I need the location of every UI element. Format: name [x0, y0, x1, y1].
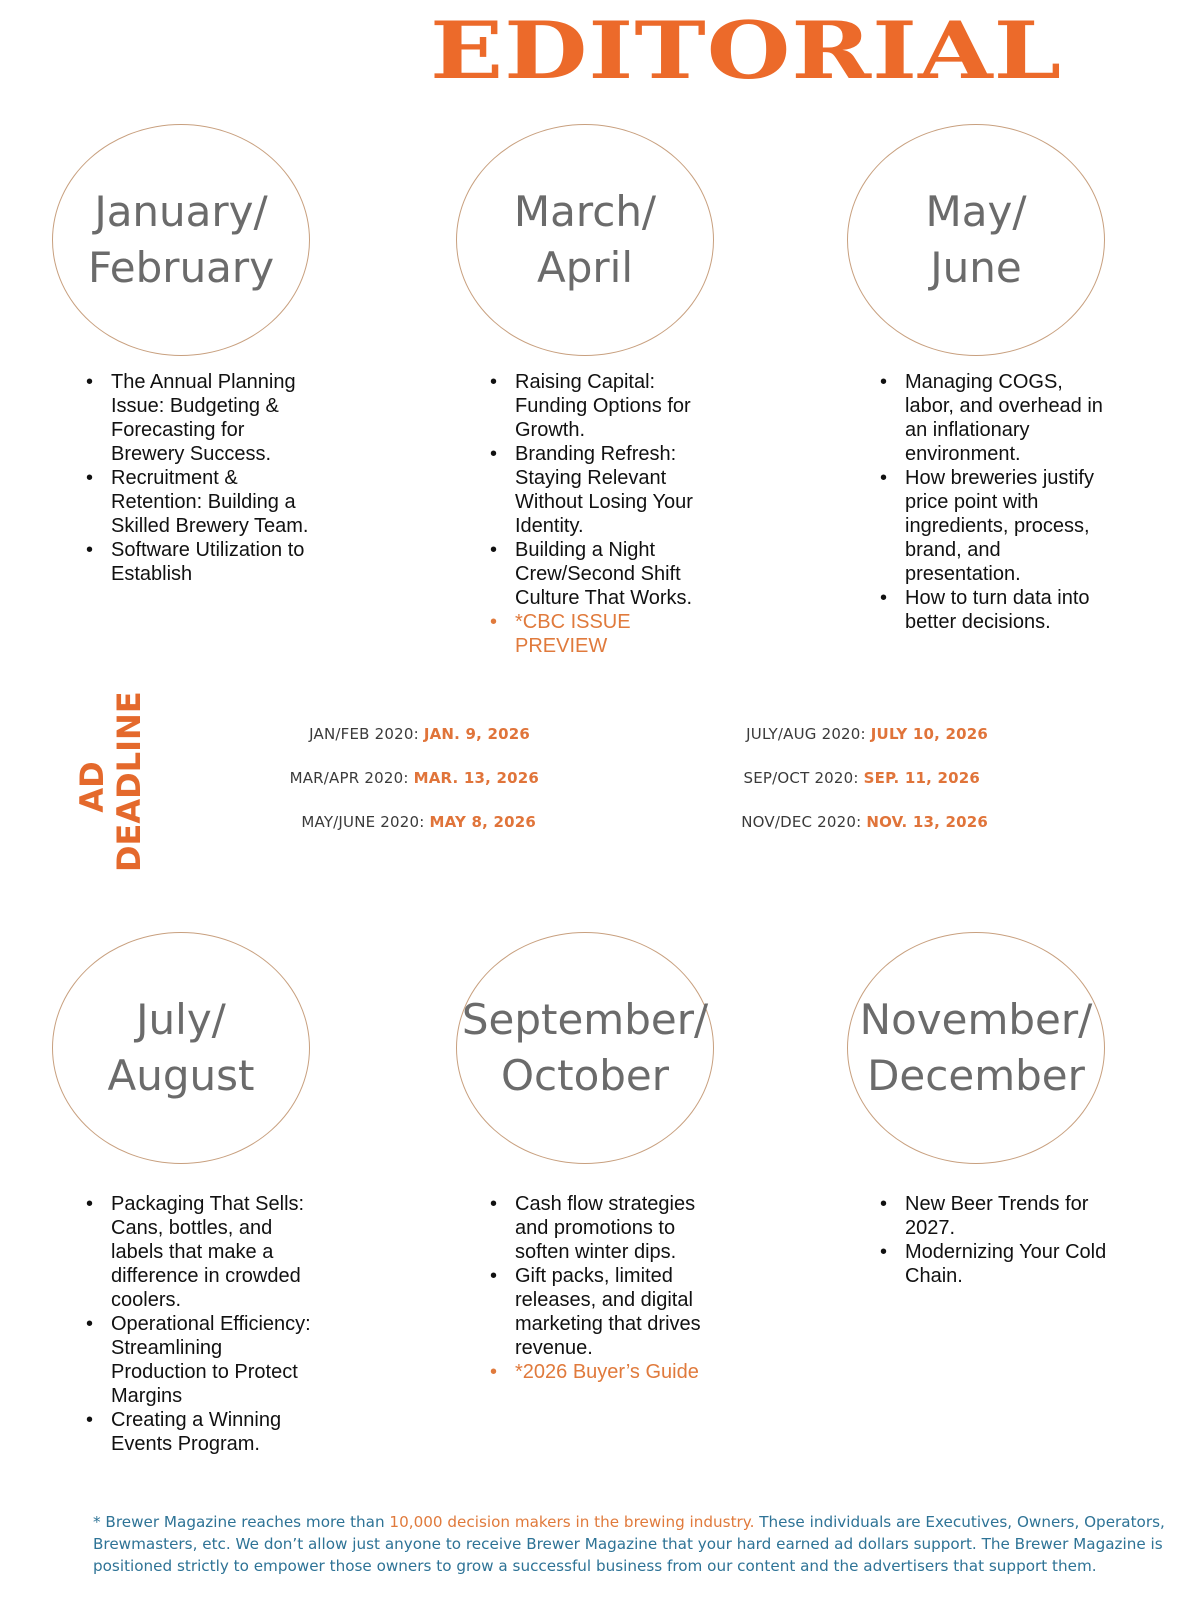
topic-item: • The Annual Planning Issue: Budgeting & Forecasting for Brewery Success. — [86, 370, 316, 466]
topic-list-nov-dec — [880, 1192, 1110, 1288]
issue-month-line1: January/ — [94, 187, 268, 236]
deadline-issue: JULY/AUG 2020: — [746, 725, 866, 743]
topic-list-july-aug — [86, 1192, 316, 1456]
topic-item: • Creating a Winning Events Program. — [86, 1408, 316, 1456]
deadline-entry — [746, 725, 988, 743]
footer-text-2: These individuals are Executives, Owners, Operators, Brewmasters, etc. We don’t allow just anyone to receive Brewer Magazine that your hard earned ad dollars support. The Brewer Magazine is positioned strictly to empower those owners to grow a successful business from our content and the advertisers that support them. — [93, 1513, 1165, 1575]
deadline-date: MAY 8, 2026 — [429, 813, 536, 831]
issue-month-line1: March/ — [513, 187, 657, 236]
footer-highlight: 10,000 decision makers in the brewing industry. — [389, 1513, 755, 1531]
topic-list-mar-apr — [490, 370, 715, 658]
issue-month-line1: September/ — [461, 995, 709, 1044]
issue-month-line2: October — [500, 1051, 670, 1100]
topic-item: • New Beer Trends for 2027. — [880, 1192, 1110, 1240]
deadline-entry — [744, 769, 980, 787]
ad-deadline-label-line2: DEADLINE — [110, 691, 148, 872]
topic-item: • Managing COGS, labor, and overhead in an inflationary environment. — [880, 370, 1110, 466]
topic-item: • Packaging That Sells: Cans, bottles, and labels that make a difference in crowded coolers. — [86, 1192, 316, 1312]
topic-item: • How breweries justify price point with ingredients, process, brand, and presentation. — [880, 466, 1110, 586]
issue-circle-may-june — [847, 124, 1105, 356]
deadline-issue: NOV/DEC 2020: — [741, 813, 862, 831]
ad-deadline-label — [73, 691, 149, 872]
topic-item: • Gift packs, limited releases, and digital marketing that drives revenue. — [490, 1264, 720, 1360]
issue-month-line2: February — [87, 243, 275, 292]
topic-item-highlight: • *CBC ISSUE PREVIEW — [490, 610, 715, 658]
issue-month-line2: December — [867, 1051, 1085, 1100]
issue-circle-sep-oct — [456, 932, 714, 1164]
issue-month-line2: April — [537, 243, 633, 292]
topic-item: • How to turn data into better decisions. — [880, 586, 1110, 634]
topic-list-sep-oct — [490, 1192, 720, 1384]
footer-note — [93, 1511, 1173, 1577]
deadline-issue: MAR/APR 2020: — [289, 769, 409, 787]
issue-circle-jan-feb — [52, 124, 310, 356]
footer-text-1: * Brewer Magazine reaches more than — [93, 1513, 390, 1531]
topic-item: • Operational Efficiency: Streamlining Production to Protect Margins — [86, 1312, 316, 1408]
issue-circle-mar-apr — [456, 124, 714, 356]
topic-list-may-june — [880, 370, 1110, 634]
topic-item: • Recruitment & Retention: Building a Skilled Brewery Team. — [86, 466, 316, 538]
deadline-issue: SEP/OCT 2020: — [743, 769, 859, 787]
topic-item: • Raising Capital: Funding Options for Growth. — [490, 370, 715, 442]
topic-list-jan-feb — [86, 370, 316, 586]
deadline-entry — [309, 725, 530, 743]
topic-item: • Branding Refresh: Staying Relevant Without Losing Your Identity. — [490, 442, 715, 538]
deadline-date: JAN. 9, 2026 — [423, 725, 530, 743]
issue-month-line1: May/ — [925, 187, 1027, 236]
issue-month-line1: November/ — [859, 995, 1093, 1044]
deadline-date: SEP. 11, 2026 — [863, 769, 980, 787]
issue-month-line2: June — [930, 243, 1022, 292]
issue-month-line2: August — [107, 1051, 255, 1100]
deadline-entry — [290, 769, 539, 787]
topic-item: • Cash flow strategies and promotions to soften winter dips. — [490, 1192, 720, 1264]
topic-item: • Building a Night Crew/Second Shift Culture That Works. — [490, 538, 715, 610]
deadline-date: NOV. 13, 2026 — [866, 813, 988, 831]
deadline-issue: JAN/FEB 2020: — [309, 725, 419, 743]
issue-month-line1: July/ — [136, 995, 226, 1044]
topic-item-highlight: • *2026 Buyer’s Guide — [490, 1360, 720, 1384]
deadline-date: MAR. 13, 2026 — [413, 769, 539, 787]
issue-circle-july-aug — [52, 932, 310, 1164]
deadline-entry — [741, 813, 988, 831]
editorial-title: EDITORIAL — [430, 4, 1063, 97]
issue-circle-nov-dec — [847, 932, 1105, 1164]
deadline-entry — [301, 813, 536, 831]
topic-item: • Modernizing Your Cold Chain. — [880, 1240, 1110, 1288]
deadline-issue: MAY/JUNE 2020: — [301, 813, 425, 831]
deadline-date: JULY 10, 2026 — [870, 725, 988, 743]
ad-deadline-label-line1: AD — [73, 761, 111, 813]
topic-item: • Software Utilization to Establish — [86, 538, 316, 586]
